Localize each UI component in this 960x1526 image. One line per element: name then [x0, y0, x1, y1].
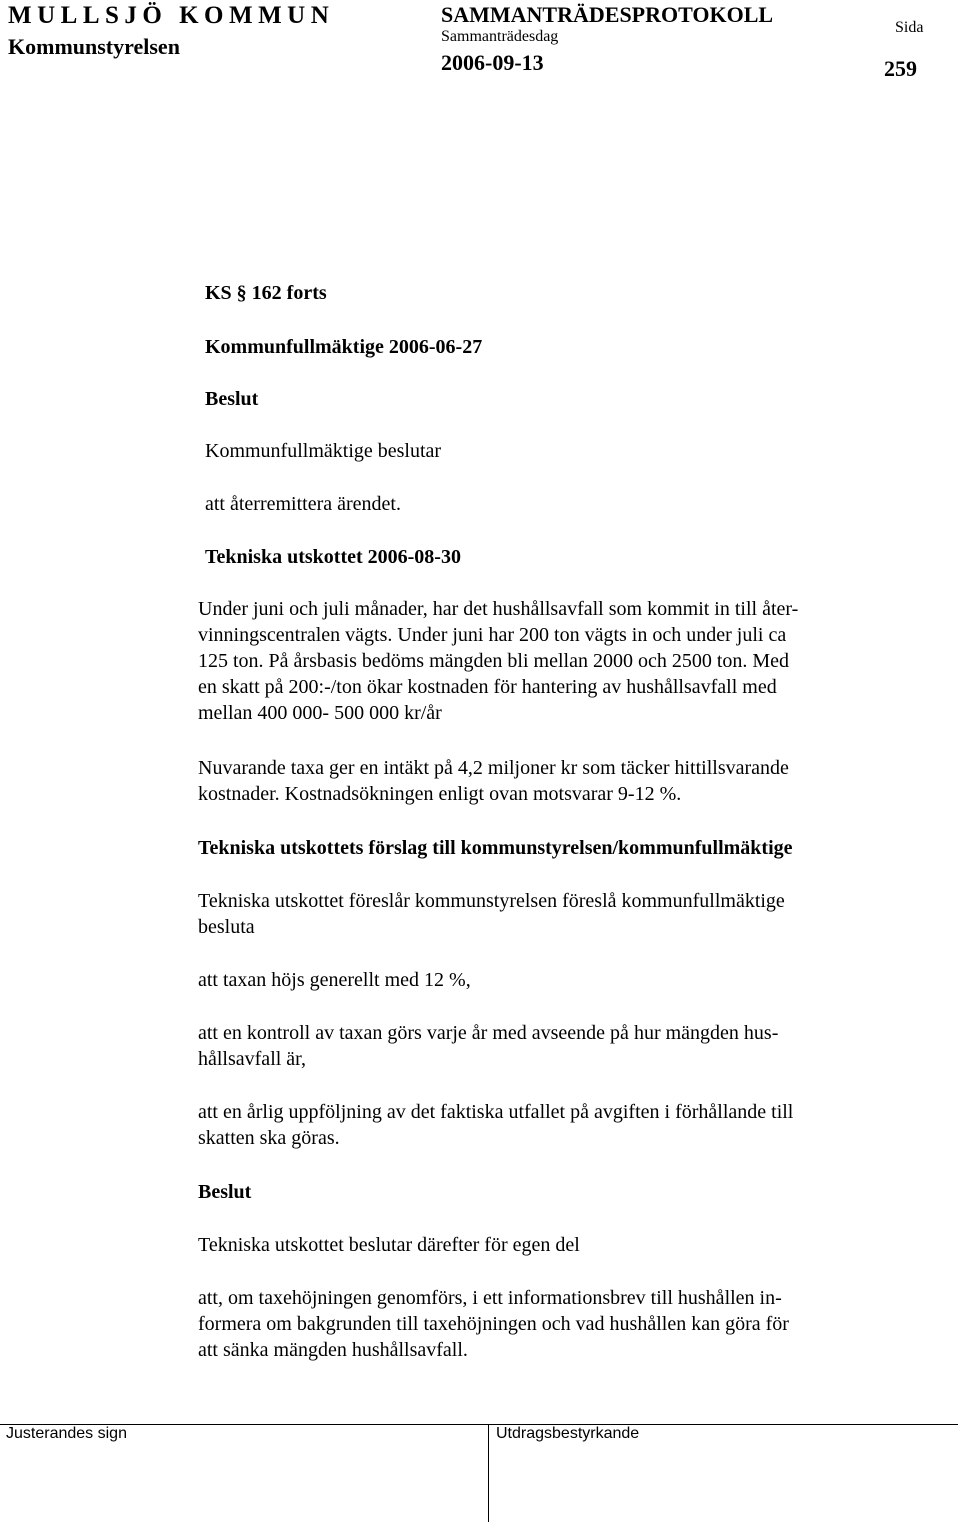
paragraph-line: hållsavfall är,: [198, 1048, 307, 1070]
forslag-intro: [198, 888, 785, 940]
paragraph-line: en skatt på 200:-/ton ökar kostnaden för hantering av hushållsavfall med: [198, 676, 777, 698]
page-number: 259: [884, 56, 917, 81]
beslut-heading-tu: Beslut: [198, 1181, 252, 1203]
att-clause-3: [198, 1099, 793, 1151]
meeting-date: 2006-09-13: [441, 50, 544, 75]
att-clause-1: att taxan höjs generellt med 12 %,: [198, 969, 471, 991]
tu-paragraph-2: [198, 755, 789, 807]
paragraph-line: skatten ska göras.: [198, 1127, 340, 1149]
paragraph-line: att, om taxehöjningen genomförs, i ett informationsbrev till hushållen in-: [198, 1287, 782, 1309]
justerandes-sign-label: Justerandes sign: [6, 1425, 127, 1442]
paragraph-line: Nuvarande taxa ger en intäkt på 4,2 miljoner kr som täcker hittillsvarande: [198, 757, 789, 779]
paragraph-line: vinningscentralen vägts. Under juni har 200 ton vägts in och under juli ca: [198, 624, 787, 646]
paragraph-line: att sänka mängden hushållsavfall.: [198, 1339, 468, 1361]
paragraph-line: att en kontroll av taxan görs varje år med avseende på hur mängden hus-: [198, 1022, 779, 1044]
ks-reference: KS § 162 forts: [205, 282, 327, 304]
footer-rule: [0, 1424, 958, 1425]
kf-decision-intro: Kommunfullmäktige beslutar: [205, 440, 442, 462]
paragraph-line: Tekniska utskottet föreslår kommunstyrelsen föreslå kommunfullmäktige: [198, 890, 785, 912]
paragraph-line: kostnader. Kostnadsökningen enligt ovan motsvarar 9-12 %.: [198, 783, 682, 805]
tu-paragraph-1: [198, 596, 798, 726]
paragraph-line: Under juni och juli månader, har det hushållsavfall som kommit in till åter-: [198, 598, 799, 620]
att-clause-4: [198, 1285, 789, 1363]
att-clause-2: [198, 1020, 778, 1072]
board-name: Kommunstyrelsen: [8, 34, 180, 59]
paragraph-line: 125 ton. På årsbasis bedöms mängden bli mellan 2000 och 2500 ton. Med: [198, 650, 790, 672]
paragraph-line: att en årlig uppföljning av det faktiska utfallet på avgiften i förhållande till: [198, 1101, 794, 1123]
page-label: Sida: [895, 19, 924, 36]
beslut-heading-kf: Beslut: [205, 388, 259, 410]
footer-divider: [488, 1424, 489, 1522]
tu-heading: Tekniska utskottet 2006-08-30: [205, 546, 461, 568]
kf-decision-att: att återremittera ärendet.: [205, 493, 401, 515]
paragraph-line: besluta: [198, 916, 255, 938]
paragraph-line: formera om bakgrunden till taxehöjningen och vad hushållen kan göra för: [198, 1313, 789, 1335]
forslag-heading: Tekniska utskottets förslag till kommunstyrelsen/kommunfullmäktige: [198, 837, 793, 859]
utdragsbestyrkande-label: Utdragsbestyrkande: [496, 1425, 640, 1442]
meeting-date-label: Sammanträdesdag: [441, 28, 559, 45]
kf-heading: Kommunfullmäktige 2006-06-27: [205, 336, 483, 358]
document-type: SAMMANTRÄDESPROTOKOLL: [441, 2, 774, 27]
paragraph-line: mellan 400 000- 500 000 kr/år: [198, 702, 442, 724]
tu-decision-intro: Tekniska utskottet beslutar därefter för egen del: [198, 1234, 580, 1256]
municipality-name: MULLSJÖ KOMMUN: [8, 2, 335, 29]
